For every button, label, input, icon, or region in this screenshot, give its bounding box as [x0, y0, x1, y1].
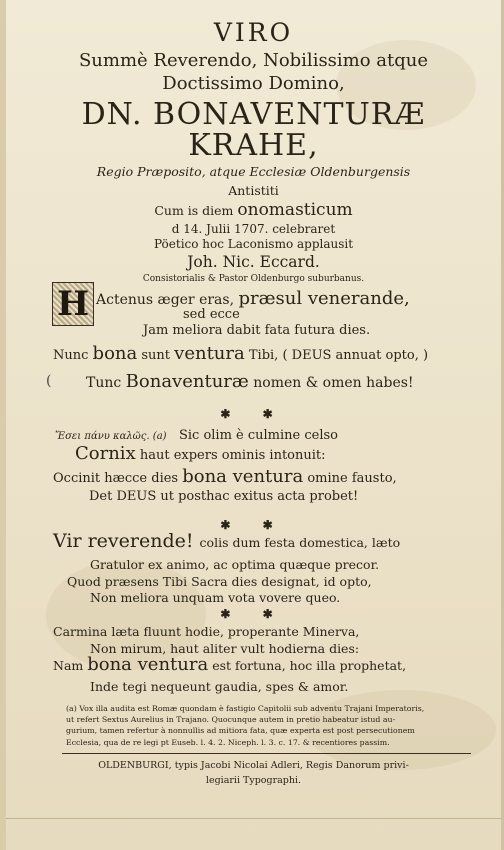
asterism-2: ✱ ✱: [220, 518, 287, 532]
author-name: Joh. Nic. Eccard.: [187, 253, 320, 271]
decorated-initial: H: [52, 282, 94, 326]
verse-1-2: sed ecce: [183, 307, 240, 322]
footnote-line: ut refert Sextus Aurelius in Trajano. Quocunque autem in pretio habeatur istud au-: [66, 715, 396, 725]
footnote-line: gurium, tamen refertur à nonnullis ad mitiora fata, quæ experta est post persecutionem: [66, 726, 415, 736]
verse-3-4: Non meliora unquam vota vovere queo.: [90, 590, 341, 605]
title-date: d 14. Julii 1707. celebraret: [171, 222, 336, 236]
verse-2-4: Det DEUS ut posthac exitus acta probet!: [89, 489, 359, 504]
verse-1-1: Actenus æger eras, præsul venerande,: [96, 288, 410, 309]
imprint-line-1: OLDENBURGI, typis Jacobi Nicolai Adleri, Regis Danorum privi-: [98, 760, 409, 771]
verse-4-1: Carmina læta fluunt hodie, properante Minerva,: [53, 624, 360, 639]
title-line-3: Doctissimo Domino,: [162, 73, 345, 94]
verse-2-2: Cornix haut expers ominis intonuit:: [75, 443, 326, 464]
verse-2-1: Ἔσει πάνυ καλῶς. (a) Sic olim è culmine celso: [55, 428, 338, 443]
footnote-line: (a) Vox illa audita est Romæ quondam è fastigio Capitolii sub adventu Trajani Imperatoris,: [66, 704, 425, 713]
verse-1-3: Jam meliora dabit fata futura dies.: [143, 323, 371, 338]
verse-3-3: Quod præsens Tibi Sacra dies designat, id opto,: [67, 574, 372, 589]
verse-1-5: Tunc Bonaventuræ nomen & omen habes!: [86, 371, 414, 392]
imprint-line-2: legiarii Typographi.: [205, 775, 302, 786]
title-viro: VIRO: [213, 18, 294, 47]
ink-mark: (: [46, 373, 52, 389]
title-office: Regio Præposito, atque Ecclesiæ Oldenburgensis: [96, 164, 411, 179]
footnote-line: Ecclesia, qua de re legi pt Euseb. l. 4. 2. Niceph. l. 3. c. 17. & recentiores passim.: [66, 737, 390, 747]
verse-4-3: Nam bona ventura est fortuna, hoc illa prophetat,: [53, 654, 407, 675]
verse-4-2: Non mirum, haut aliter vult hodierna dies:: [90, 641, 360, 656]
verse-2-3: Occinit hæcce dies bona ventura omine fausto,: [53, 466, 397, 487]
divider-rule: [62, 753, 471, 754]
verse-1-4: Nunc bona sunt ventura Tibi, ( DEUS annuat opto, ): [53, 343, 429, 364]
title-surname: KRAHE,: [188, 128, 319, 163]
title-applause: Pöetico hoc Laconismo applausit: [153, 237, 354, 251]
paper-fold: [6, 818, 501, 819]
author-office: Consistorialis & Pastor Oldenburgo suburbanus.: [142, 274, 365, 284]
asterism-1: ✱ ✱: [220, 407, 287, 421]
verse-3-2: Gratulor ex animo, ac optima quæque precor.: [90, 557, 380, 572]
title-antistiti: Antistiti: [228, 183, 279, 198]
title-occasion: Cum is diem onomasticum: [154, 200, 353, 220]
title-line-2: Summè Reverendo, Nobilissimo atque: [78, 50, 429, 71]
title-name: DN. BONAVENTURÆ: [81, 97, 426, 132]
asterism-3: ✱ ✱: [220, 607, 287, 621]
footnote: [66, 703, 496, 748]
verse-3-1: Vir reverende! colis dum festa domestica, læto: [53, 530, 401, 552]
verse-4-4: Inde tegi nequeunt gaudia, spes & amor.: [90, 679, 349, 694]
